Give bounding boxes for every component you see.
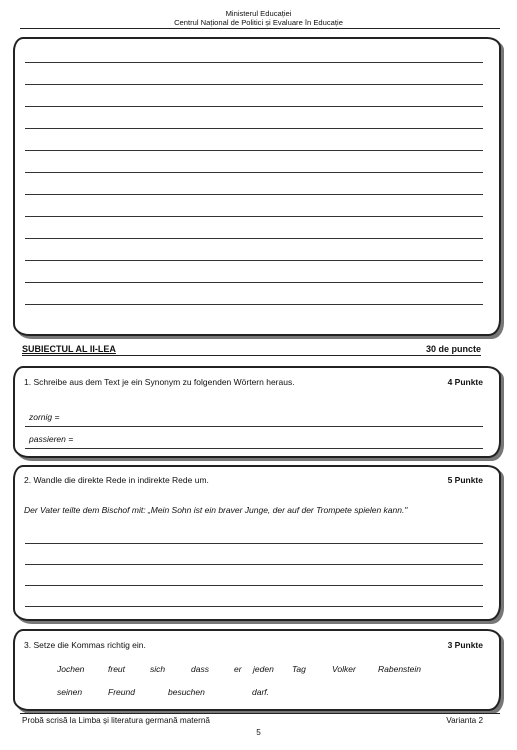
answer-line-zornig[interactable] [25, 426, 483, 427]
writing-line[interactable] [25, 84, 483, 85]
exercise-1-points: 4 Punkte [447, 377, 483, 387]
writing-line[interactable] [25, 260, 483, 261]
answer-line[interactable] [25, 564, 483, 565]
exercise-3-prompt: 3. Setze die Kommas richtig ein. [24, 640, 146, 650]
writing-line[interactable] [25, 150, 483, 151]
writing-line[interactable] [25, 62, 483, 63]
exercise-3-points: 3 Punkte [447, 640, 483, 650]
writing-box [13, 37, 501, 336]
exercise-2-prompt: 2. Wandle die direkte Rede in indirekte Rede um. [24, 475, 209, 485]
section-divider [22, 355, 481, 356]
word: sich [150, 664, 166, 674]
exercise-1-box [13, 366, 501, 458]
word: dass [191, 664, 209, 674]
writing-line[interactable] [25, 304, 483, 305]
word: seinen [57, 687, 83, 697]
answer-line[interactable] [25, 606, 483, 607]
word: besuchen [168, 687, 205, 697]
section-points: 30 de puncte [425, 344, 481, 354]
answer-line[interactable] [25, 543, 483, 544]
exercise-3-box [13, 629, 501, 711]
header-divider [20, 28, 500, 29]
writing-line[interactable] [25, 106, 483, 107]
answer-line-passieren[interactable] [25, 448, 483, 449]
writing-line[interactable] [25, 194, 483, 195]
word: er [234, 664, 242, 674]
word: Volker [332, 664, 356, 674]
word: Jochen [57, 664, 85, 674]
writing-line[interactable] [25, 216, 483, 217]
writing-line[interactable] [25, 282, 483, 283]
writing-line[interactable] [25, 238, 483, 239]
word: jeden [253, 664, 274, 674]
field-label-passieren: passieren = [29, 434, 74, 444]
direct-speech-sentence: Der Vater teilte dem Bischof mit: „Mein Sohn ist ein braver Junge, der auf der Trompete spielen kann." [24, 505, 408, 515]
exercise-1-prompt: 1. Schreibe aus dem Text je ein Synonym zu folgenden Wörtern heraus. [24, 377, 295, 387]
writing-line[interactable] [25, 172, 483, 173]
header-center: Centrul Național de Politici și Evaluare în Educație [174, 18, 343, 27]
answer-line[interactable] [25, 585, 483, 586]
exercise-2-points: 5 Punkte [447, 475, 483, 485]
word: Rabenstein [378, 664, 422, 674]
footer-divider [20, 713, 500, 714]
word: Freund [108, 687, 135, 697]
writing-line[interactable] [25, 128, 483, 129]
page-number: 5 [256, 728, 261, 737]
field-label-zornig: zornig = [29, 412, 60, 422]
section-title: SUBIECTUL AL II-LEA [22, 344, 116, 354]
footer-exam-title: Probă scrisă la Limba și literatura germană maternă [22, 716, 210, 725]
footer-variant: Varianta 2 [446, 716, 483, 725]
word: Tag [292, 664, 306, 674]
exercise-2-box [13, 465, 501, 621]
header-ministry: Ministerul Educației [225, 9, 292, 18]
word: freut [108, 664, 126, 674]
word: darf. [252, 687, 270, 697]
